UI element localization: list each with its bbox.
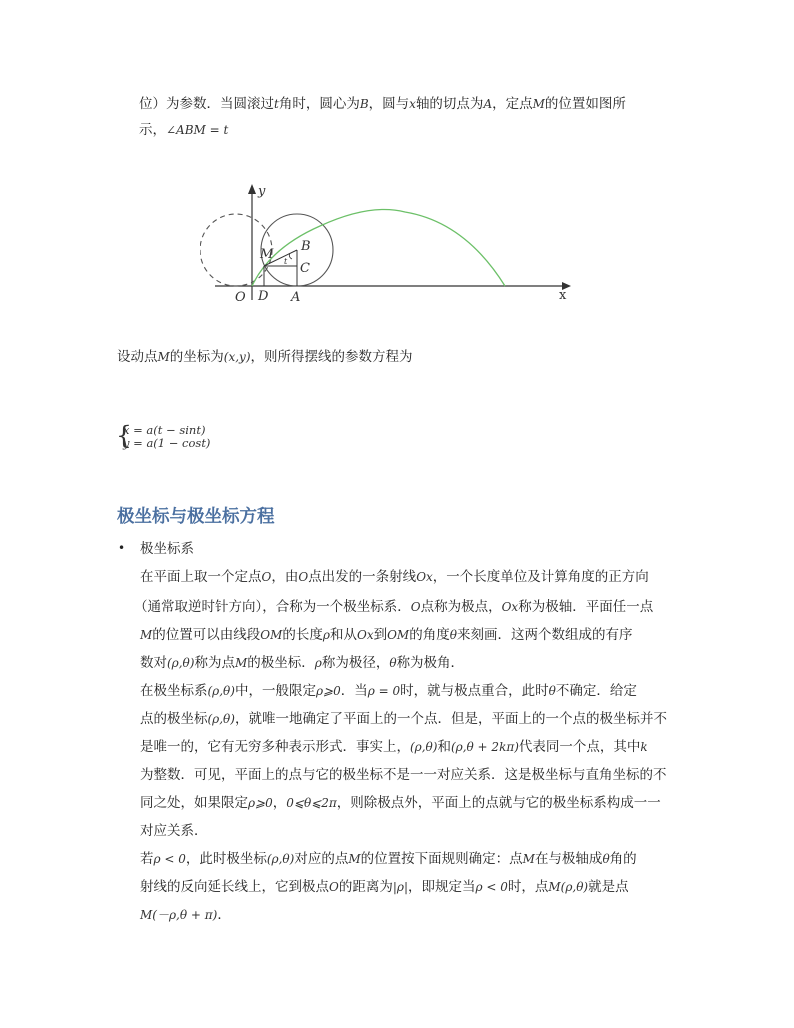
body-line-3: M的位置可以由线段OM的长度ρ和从Ox到OM的角度θ来刻画．这两个数组成的有序 [140,627,633,643]
body-line-2: （通常取逆时针方向），合称为一个极坐标系．O点称为极点，Ox称为极轴．平面任一点 [134,599,654,615]
math-xy: (x,y) [223,350,251,364]
cycloid-curve [252,209,505,286]
body-line-8: 为整数．可见，平面上的点与它的极坐标不是一一对应关系．这是极坐标与直角坐标的不 [140,767,667,783]
body-line-12: 射线的反向延长线上，它到极点O的距离为|ρ|，即规定当ρ < 0时，点M(ρ,θ)就是点 [140,879,629,895]
label-A: A [291,290,301,305]
math-angle-abm: ∠ABM = t [166,123,229,137]
equation-y: y = a(1 − cost) [123,436,211,450]
label-y: y [258,184,266,199]
body-line-13: M(－ρ,θ + π)． [140,907,231,923]
body-line-5: 在极坐标系(ρ,θ)中，一般限定ρ⩾0．当ρ = 0时，就与极点重合，此时θ不确定．给定 [140,683,637,699]
label-B: B [301,239,311,254]
math-t: t [274,97,279,111]
math-B: B [359,97,369,111]
equation-brace: { [116,421,132,450]
label-C: C [300,261,310,276]
angle-arc [289,253,292,259]
intro-line-1: 位）为参数．当圆滚过t角时，圆心为B，圆与x轴的切点为A，定点M的位置如图所 [139,96,626,112]
math-M: M [157,350,170,364]
body-line-9: 同之处，如果限定ρ⩾0，0⩽θ⩽2π，则除极点外，平面上的点就与它的极坐标系构成一一 [140,795,661,811]
body-line-6: 点的极坐标(ρ,θ)，就唯一地确定了平面上的一个点．但是，平面上的一个点的极坐标并不 [140,711,667,727]
label-M: M [260,247,274,262]
bullet-label: 极坐标系 [140,541,194,557]
cycloid-figure [200,178,580,308]
y-axis-arrow [248,184,256,194]
body-line-1: 在平面上取一个定点O，由O点出发的一条射线Ox，一个长度单位及计算角度的正方向 [140,569,649,585]
math-A: A [483,97,493,111]
body-line-10: 对应关系． [140,823,208,839]
label-D: D [258,289,269,304]
math-M: M [532,97,545,111]
body-line-4: 数对(ρ,θ)称为点M的极坐标．ρ称为极径，θ称为极角． [140,655,465,671]
equation-x: x = a(t − sint) [123,423,206,437]
math-x: x [409,97,416,111]
body-line-7: 是唯一的，它有无穷多种表示形式．事实上，(ρ,θ)和(ρ,θ + 2kπ)代表同一个点，其中k [140,739,648,755]
label-O: O [235,290,246,305]
body-line-11: 若ρ < 0，此时极坐标(ρ,θ)对应的点M的位置按下面规则确定：点M在与极轴成θ角的 [140,851,637,867]
label-t: t [284,257,288,266]
paragraph-param: 设动点M的坐标为(x,y)，则所得摆线的参数方程为 [117,349,413,365]
bullet-dot: • [118,541,126,555]
intro-line-2: 示，∠ABM = t [139,122,229,138]
label-x: x [559,288,567,303]
section-title: 极坐标与极坐标方程 [117,507,275,527]
